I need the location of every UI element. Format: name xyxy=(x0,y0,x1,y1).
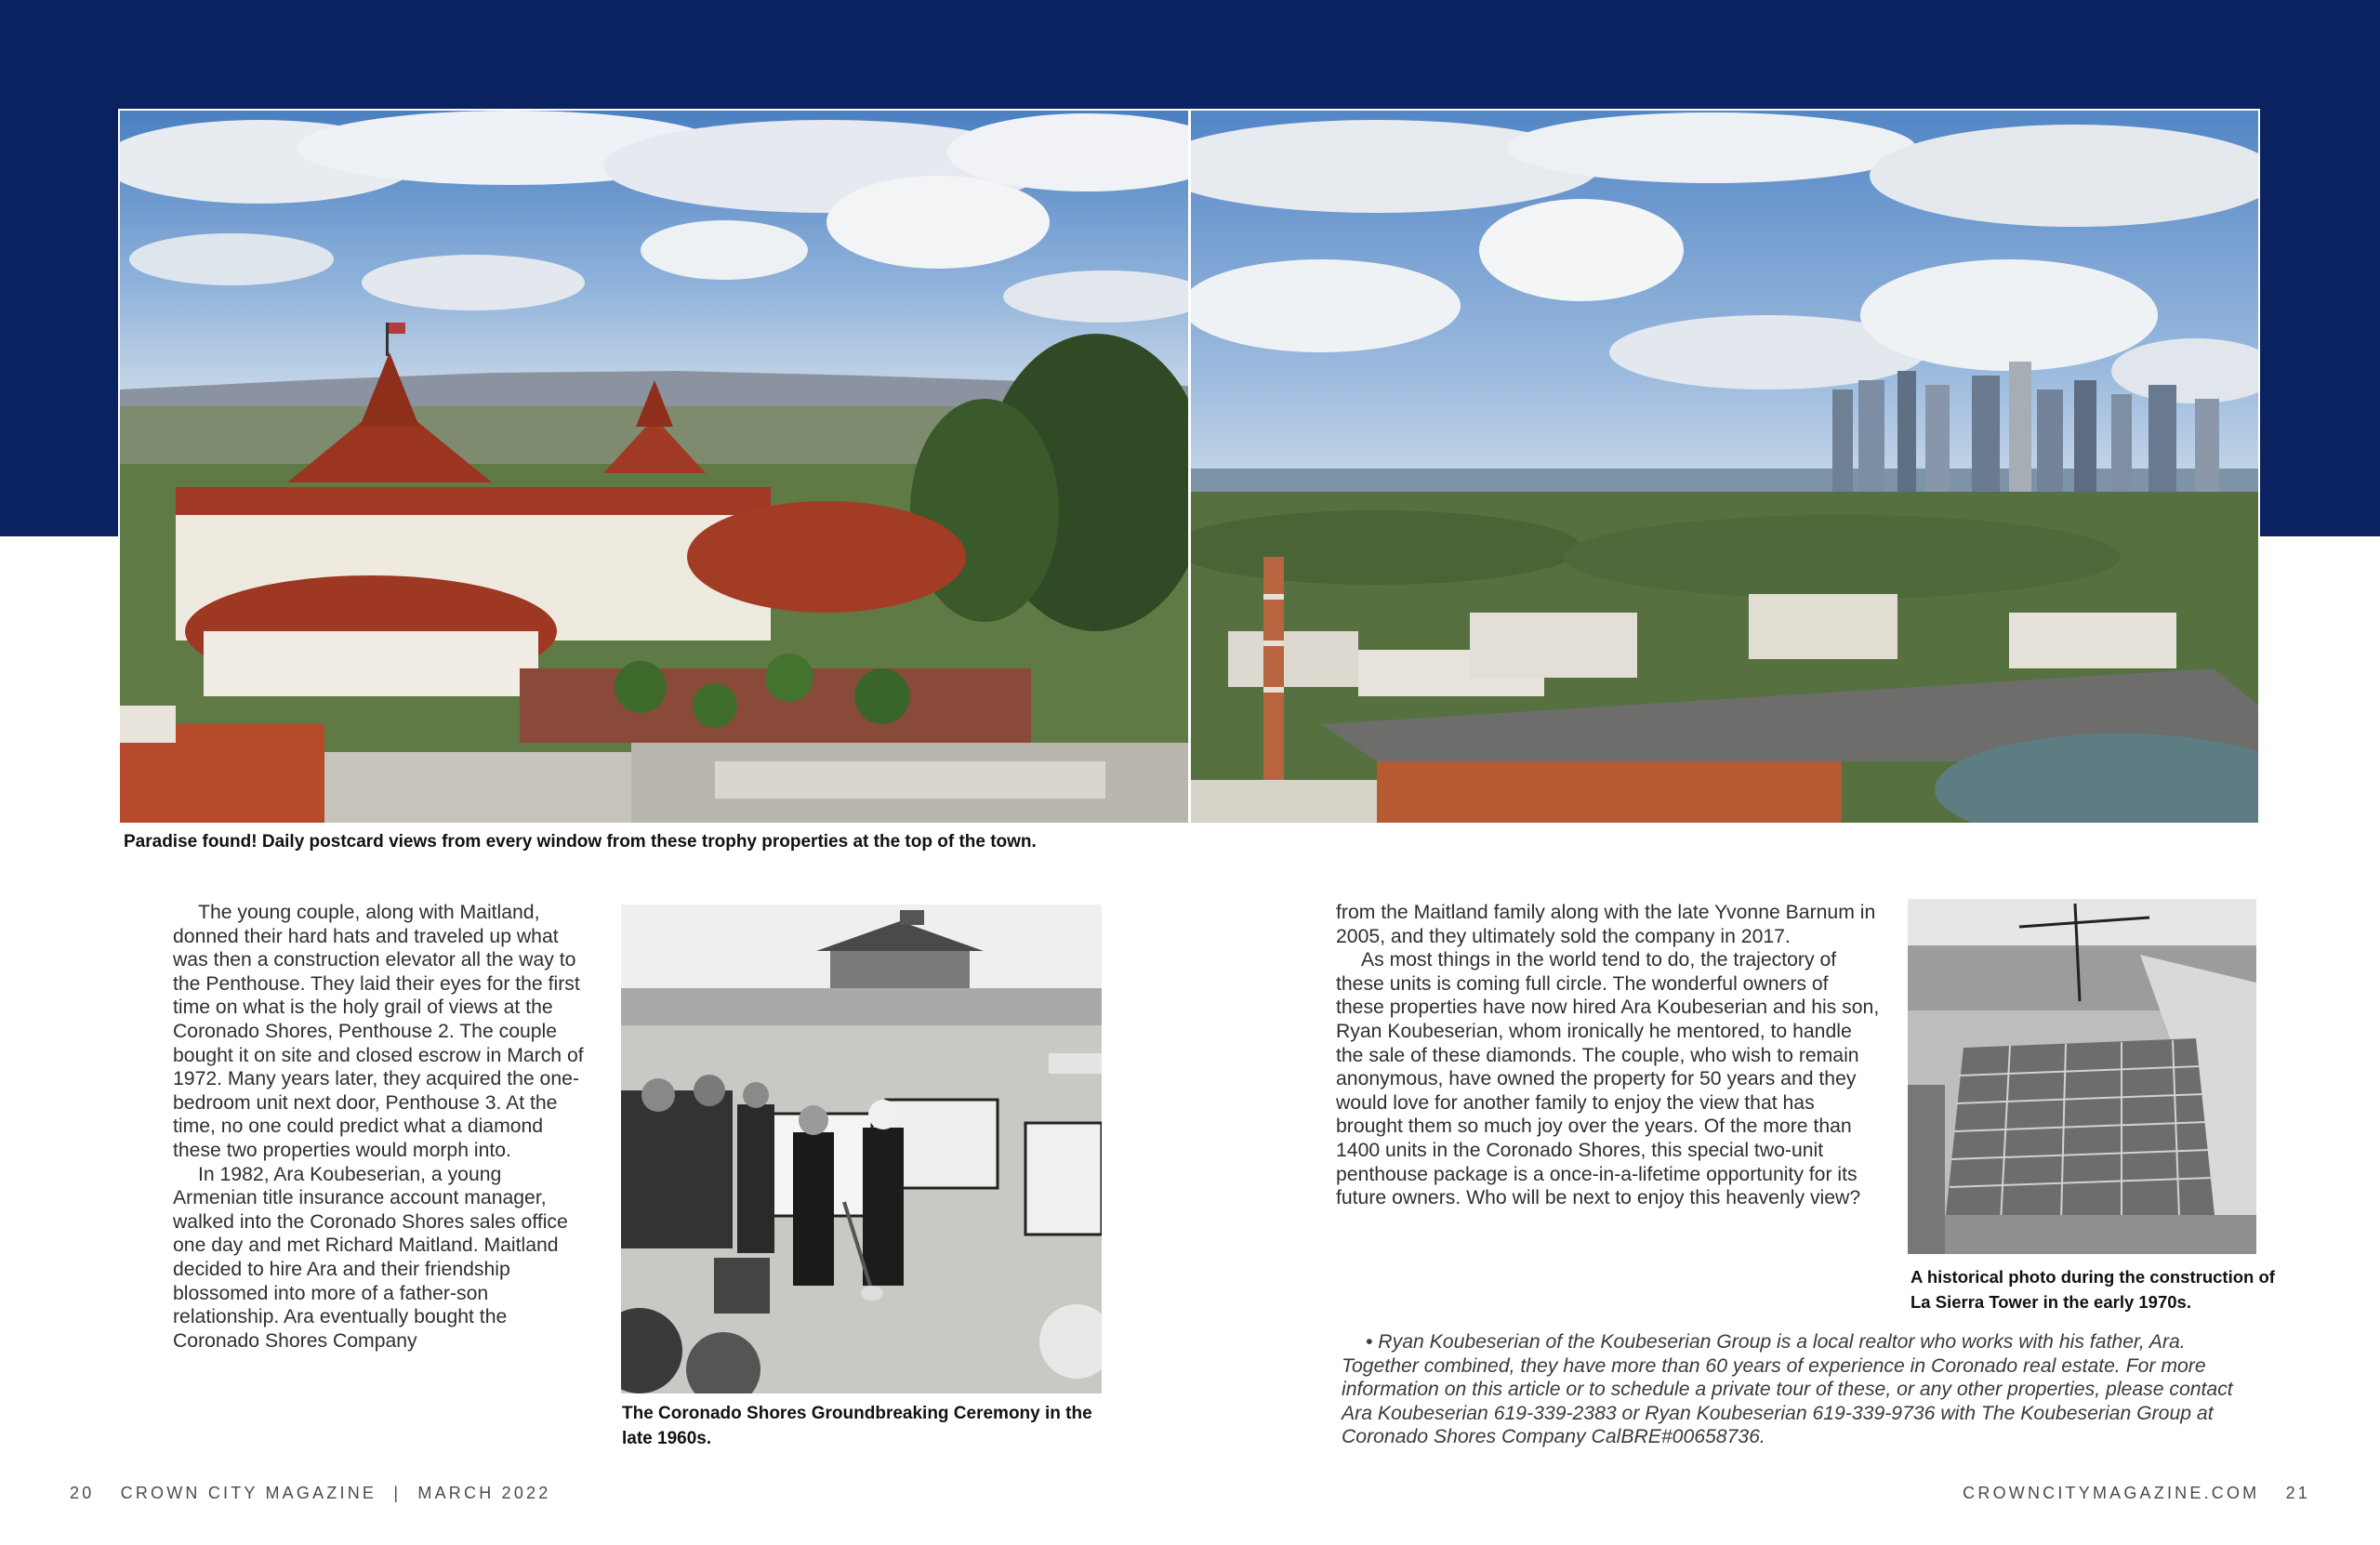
article-right-column xyxy=(1336,901,1880,1210)
magazine-name: CROWN CITY MAGAZINE xyxy=(120,1484,377,1502)
footer-right xyxy=(1963,1484,2310,1503)
issue-date: MARCH 2022 xyxy=(417,1484,551,1502)
groundbreaking-ceremony-photo xyxy=(621,905,1102,1393)
website-link[interactable]: CROWNCITYMAGAZINE.COM xyxy=(1963,1484,2260,1502)
page-number-right: 21 xyxy=(2285,1484,2310,1502)
article-paragraph: As most things in the world tend to do, the trajectory of these units is coming full circle. The wonderful owners of these properties have now hired Ara Koubeserian and his son, Ryan Koubeserian, whom ironically he mentored, to handle the sale of these diamonds. The couple, who wish to remain anonymous, have owned the property for 50 years and they would love for another family to enjoy the view that has brought them so much joy over the years. Of the more than 1400 units in the Coronado Shores, this special two-unit penthouse package is a once-in-a-lifetime opportunity for its future owners. Who will be next to enjoy this heavenly view? xyxy=(1336,949,1880,1209)
footer-separator: | xyxy=(393,1484,402,1502)
article-left-column xyxy=(173,901,589,1353)
article-paragraph: from the Maitland family along with the late Yvonne Barnum in 2005, and they ultimately sold the company in 2017. xyxy=(1336,902,1876,947)
author-bio: • Ryan Koubeserian of the Koubeserian Group is a local realtor who works with his father, Ara. Together combined, they have more than 60 years of experience in Coronado real estate. For more information on this article or to schedule a private tour of these, or any other properties, please contact Ara Koubeserian 619-339-2383 or Ryan Koubeserian 619-339-9736 with The Koubeserian Group at Coronado Shores Company CalBRE#00658736. xyxy=(1342,1331,2233,1448)
construction-photo-caption: A historical photo during the construction of La Sierra Tower in the early 1970s. xyxy=(1911,1267,2275,1312)
la-sierra-construction-photo xyxy=(1908,899,2256,1254)
page-number-left: 20 xyxy=(70,1484,95,1502)
ceremony-photo-caption: The Coronado Shores Groundbreaking Ceremony in the late 1960s. xyxy=(622,1404,1092,1448)
article-paragraph: In 1982, Ara Koubeserian, a young Armenian title insurance account manager, walked into the Coronado Shores sales office one day and met Richard Maitland. Maitland decided to hire Ara and their friendship blossomed into more of a father-son relationship. Ara eventually bought the Coronado Shores Company xyxy=(173,1163,568,1352)
san-diego-skyline-photo xyxy=(1191,111,2258,823)
hotel-del-coronado-photo xyxy=(120,111,1188,823)
article-paragraph: The young couple, along with Maitland, donned their hard hats and traveled up what was then a construction elevator all the way to the Penthouse. They laid their eyes for the first time on what is the holy grail of views at the Coronado Shores, Penthouse 2. The couple bought it on site and closed escrow in March of 1972. Many years later, they acquired the one-bedroom unit next door, Penthouse 3. At the time, no one could predict what a diamond these two properties would morph into. xyxy=(173,902,584,1161)
top-photos-caption: Paradise found! Daily postcard views from every window from these trophy properties at the top of the town. xyxy=(124,832,1037,852)
footer-left xyxy=(70,1484,550,1503)
